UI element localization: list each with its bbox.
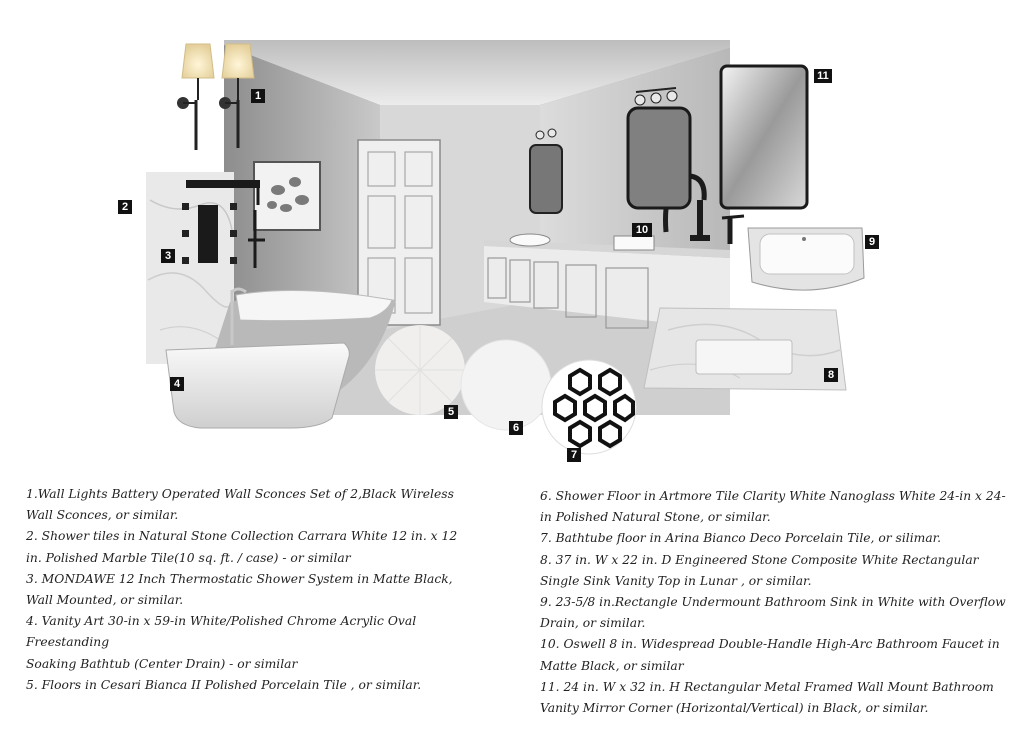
label-5: 5	[444, 405, 458, 419]
undermount-sink-product	[748, 228, 864, 290]
floor-tile-swatch	[375, 325, 465, 415]
hexagon-mosaic-tile-swatch	[542, 360, 636, 454]
caption-10: 10. Oswell 8 in. Widespread Double-Handle High-Arc Bathroom Faucet in Matte Black, or similar	[540, 637, 1000, 673]
caption-8: 8. 37 in. W x 22 in. D Engineered Stone Composite White Rectangular Single Sink Vanity Top in Lunar , or similar.	[540, 552, 979, 588]
caption-5: 5. Floors in Cesari Bianca II Polished Porcelain Tile , or similar.	[26, 677, 422, 692]
label-9: 9	[865, 235, 879, 249]
caption-11: 11. 24 in. W x 32 in. H Rectangular Metal Framed Wall Mount Bathroom Vanity Mirror Corner (Horizontal/Vertical) in Black, or similar.	[540, 679, 994, 716]
label-6: 6	[509, 421, 523, 435]
caption-column-right	[540, 486, 1010, 719]
label-1: 1	[251, 89, 265, 103]
caption-2: 2. Shower tiles in Natural Stone Collection Carrara White 12 in. x 12 in. Polished Marble Tile(10 sq. ft. / case) - or similar	[26, 529, 458, 565]
vanity-top-product	[644, 308, 846, 390]
caption-1: 1.Wall Lights Battery Operated Wall Sconces Set of 2,Black Wireless Wall Sconces, or similar.	[26, 487, 454, 523]
label-7: 7	[567, 448, 581, 462]
vanity-mirror-product	[721, 66, 807, 208]
label-8: 8	[824, 368, 838, 382]
caption-6: 6. Shower Floor in Artmore Tile Clarity White Nanoglass White 24-in x 24-in Polished Natural Stone, or similar.	[540, 489, 1006, 525]
caption-3: 3. MONDAWE 12 Inch Thermostatic Shower System in Matte Black, Wall Mounted, or similar.	[26, 571, 453, 608]
shower-floor-tile-swatch	[461, 340, 551, 430]
caption-7: 7. Bathtube floor in Arina Bianco Deco Porcelain Tile, or silimar.	[540, 531, 942, 546]
caption-column-left	[26, 484, 476, 696]
label-2: 2	[118, 200, 132, 214]
caption-4-continued: Soaking Bathtub (Center Drain) - or similar	[26, 656, 298, 671]
label-10: 10	[632, 223, 652, 237]
label-3: 3	[161, 249, 175, 263]
label-11: 11	[814, 69, 832, 83]
caption-4: 4. Vanity Art 30-in x 59-in White/Polished Chrome Acrylic Oval Freestanding	[26, 614, 417, 650]
label-4: 4	[170, 377, 184, 391]
caption-9: 9. 23-5/8 in.Rectangle Undermount Bathroom Sink in White with Overflow Drain, or similar.	[540, 595, 1006, 631]
